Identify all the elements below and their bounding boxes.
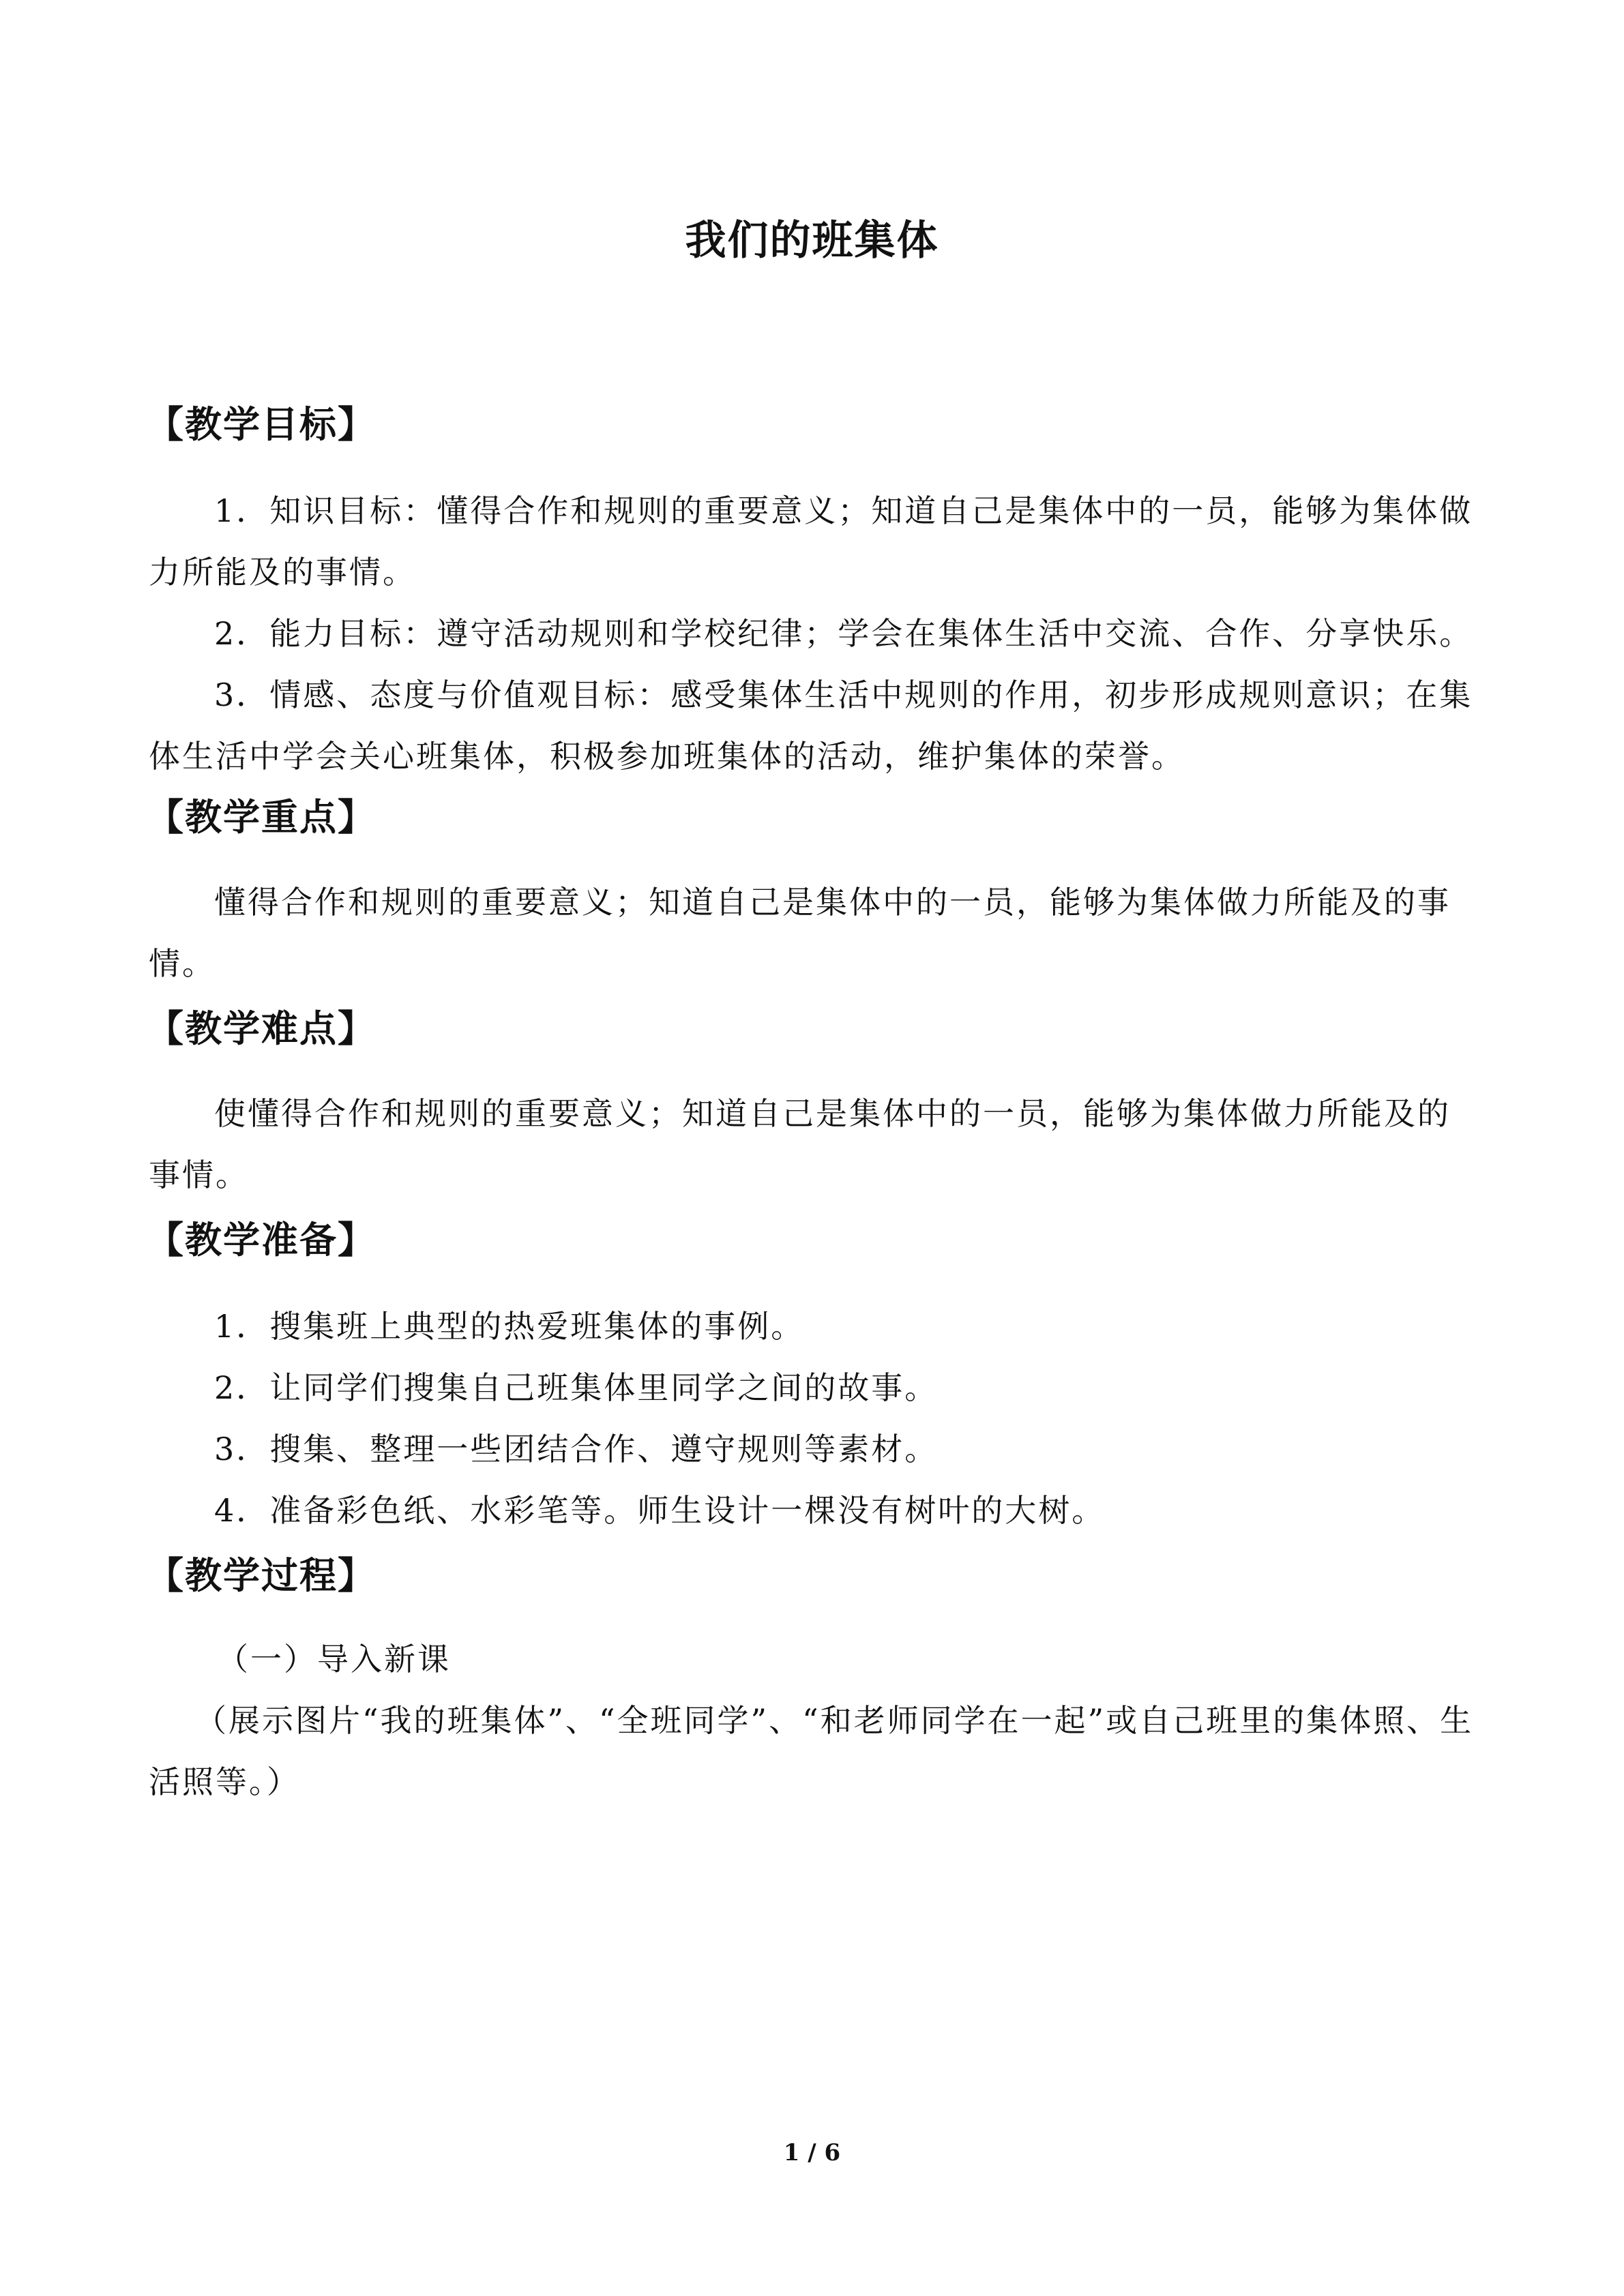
heading-difficulties: 【教学难点】	[147, 1007, 376, 1050]
difficulties-text: 使懂得合作和规则的重要意义；知道自己是集体中的一员，能够为集体做力所能及的事情。	[149, 1095, 1451, 1193]
objective-item-2: 2．能力目标：遵守活动规则和学校纪律；学会在集体生活中交流、合作、分享快乐。	[214, 615, 1473, 652]
heading-process: 【教学过程】	[147, 1553, 376, 1597]
preparation-item-2: 2．让同学们搜集自己班集体里同学之间的故事。	[214, 1369, 939, 1406]
key-points-text: 懂得合作和规则的重要意义；知道自己是集体中的一员，能够为集体做力所能及的事情。	[149, 884, 1451, 982]
heading-objectives: 【教学目标】	[147, 402, 376, 446]
process-text: （展示图片“我的班集体”、“全班同学”、“和老师同学在一起”或自己班里的集体照、生活照等。）	[149, 1702, 1474, 1800]
page-number: 1 / 6	[783, 2139, 841, 2166]
preparation-item-3: 3．搜集、整理一些团结合作、遵守规则等素材。	[214, 1431, 939, 1467]
preparation-item-1: 1．搜集班上典型的热爱班集体的事例。	[214, 1308, 805, 1345]
heading-key-points: 【教学重点】	[147, 795, 376, 839]
process-subheading: （一）导入新课	[217, 1641, 451, 1678]
preparation-item-4: 4．准备彩色纸、水彩笔等。师生设计一棵没有树叶的大树。	[214, 1492, 1106, 1529]
document-title: 我们的班集体	[685, 217, 939, 265]
objective-item-1: 1．知识目标：懂得合作和规则的重要意义；知道自己是集体中的一员，能够为集体做力所能及的事情。	[149, 492, 1473, 591]
objective-item-3: 3．情感、态度与价值观目标：感受集体生活中规则的作用，初步形成规则意识；在集体生活中学会关心班集体，积极参加班集体的活动，维护集体的荣誉。	[149, 676, 1473, 775]
heading-preparation: 【教学准备】	[147, 1218, 376, 1262]
